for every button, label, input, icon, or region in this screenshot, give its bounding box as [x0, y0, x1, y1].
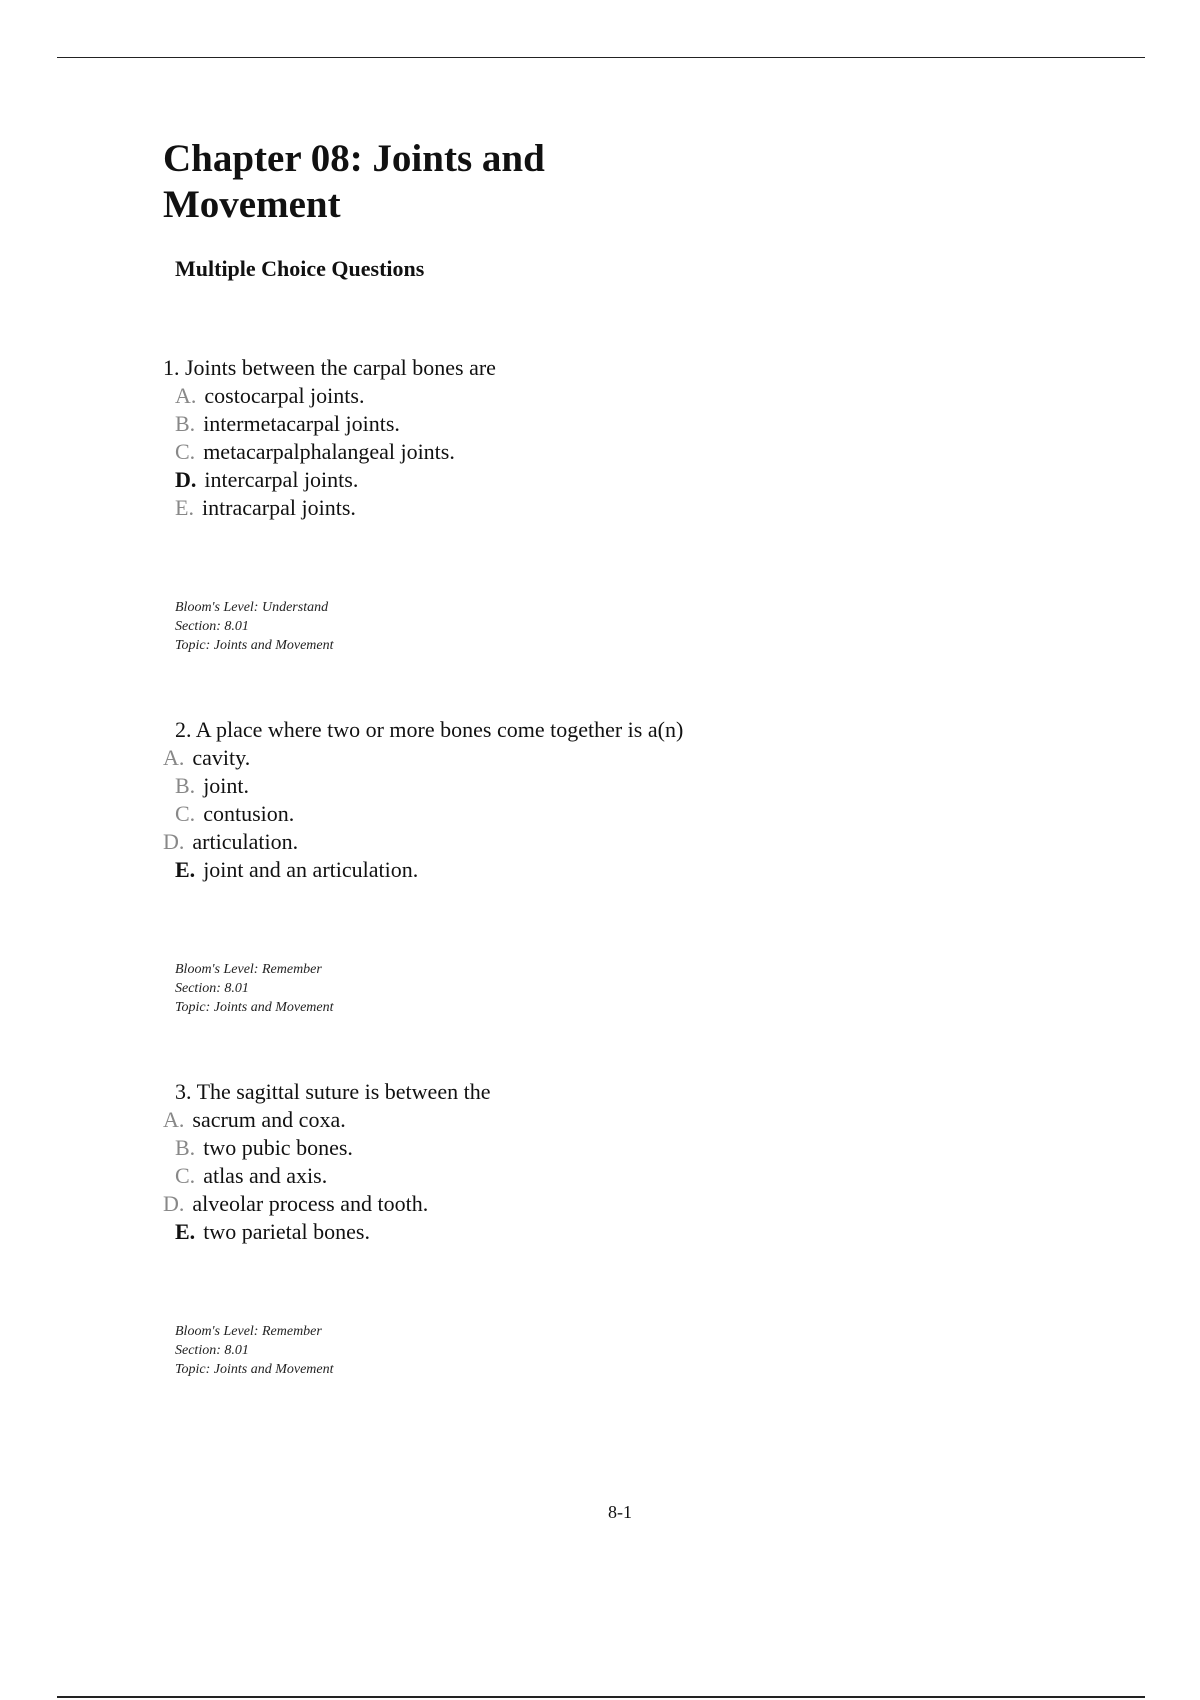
option-letter: E. [175, 857, 196, 882]
question-metadata [175, 1322, 334, 1379]
option-letter: D. [163, 1191, 185, 1216]
chapter-title: Chapter 08: Joints and Movement [163, 137, 545, 226]
answer-option-correct [175, 856, 963, 884]
question-2 [163, 716, 963, 1015]
option-letter: C. [175, 1163, 196, 1188]
blooms-level: Bloom's Level: Remember [175, 962, 322, 977]
option-text: alveolar process and tooth. [192, 1191, 429, 1216]
top-rule [57, 57, 1145, 58]
question-stem: 3. The sagittal suture is between the [175, 1079, 491, 1104]
page-number: 8-1 [608, 1502, 632, 1522]
option-text: two pubic bones. [203, 1135, 353, 1160]
option-text: articulation. [192, 829, 299, 854]
answer-option [175, 410, 963, 438]
section-ref: Section: 8.01 [175, 1343, 249, 1358]
option-letter: D. [175, 467, 197, 492]
answer-option [163, 828, 963, 856]
option-text: atlas and axis. [203, 1163, 328, 1188]
answer-option [175, 800, 963, 828]
option-letter: D. [163, 829, 185, 854]
answer-option [175, 494, 963, 522]
option-text: contusion. [203, 801, 295, 826]
page-content [163, 136, 963, 1377]
topic-ref: Topic: Joints and Movement [175, 1000, 334, 1015]
option-letter: B. [175, 411, 196, 436]
option-letter: B. [175, 1135, 196, 1160]
option-letter: A. [163, 745, 185, 770]
option-letter: E. [175, 1219, 196, 1244]
question-stem: 2. A place where two or more bones come together is a(n) [175, 717, 684, 742]
blooms-level: Bloom's Level: Understand [175, 600, 329, 615]
answer-option [175, 382, 963, 410]
section-heading: Multiple Choice Questions [175, 256, 425, 281]
answer-option [175, 772, 963, 800]
section-ref: Section: 8.01 [175, 981, 249, 996]
topic-ref: Topic: Joints and Movement [175, 1362, 334, 1377]
question-metadata [175, 598, 334, 655]
answer-option-correct [175, 466, 963, 494]
answer-option [163, 1106, 963, 1134]
option-letter: A. [163, 1107, 185, 1132]
answer-option [163, 1190, 963, 1218]
option-letter: E. [175, 495, 194, 520]
option-text: costocarpal joints. [204, 383, 365, 408]
option-text: joint and an articulation. [203, 857, 419, 882]
bottom-rule [57, 1696, 1145, 1698]
option-text: intermetacarpal joints. [203, 411, 400, 436]
answer-option-correct [175, 1218, 963, 1246]
answer-option [163, 744, 963, 772]
question-1 [163, 354, 963, 653]
option-text: metacarpalphalangeal joints. [203, 439, 455, 464]
answer-option [175, 438, 963, 466]
option-text: cavity. [192, 745, 251, 770]
question-stem: 1. Joints between the carpal bones are [163, 355, 496, 380]
option-text: joint. [203, 773, 250, 798]
blooms-level: Bloom's Level: Remember [175, 1324, 322, 1339]
question-metadata [175, 960, 334, 1017]
option-text: intercarpal joints. [204, 467, 359, 492]
topic-ref: Topic: Joints and Movement [175, 638, 334, 653]
answer-option [175, 1162, 963, 1190]
option-text: intracarpal joints. [201, 495, 356, 520]
option-letter: B. [175, 773, 196, 798]
option-letter: C. [175, 439, 196, 464]
section-ref: Section: 8.01 [175, 619, 249, 634]
option-text: sacrum and coxa. [192, 1107, 346, 1132]
option-letter: A. [175, 383, 197, 408]
question-3 [163, 1078, 963, 1377]
option-text: two parietal bones. [203, 1219, 370, 1244]
option-letter: C. [175, 801, 196, 826]
answer-option [175, 1134, 963, 1162]
